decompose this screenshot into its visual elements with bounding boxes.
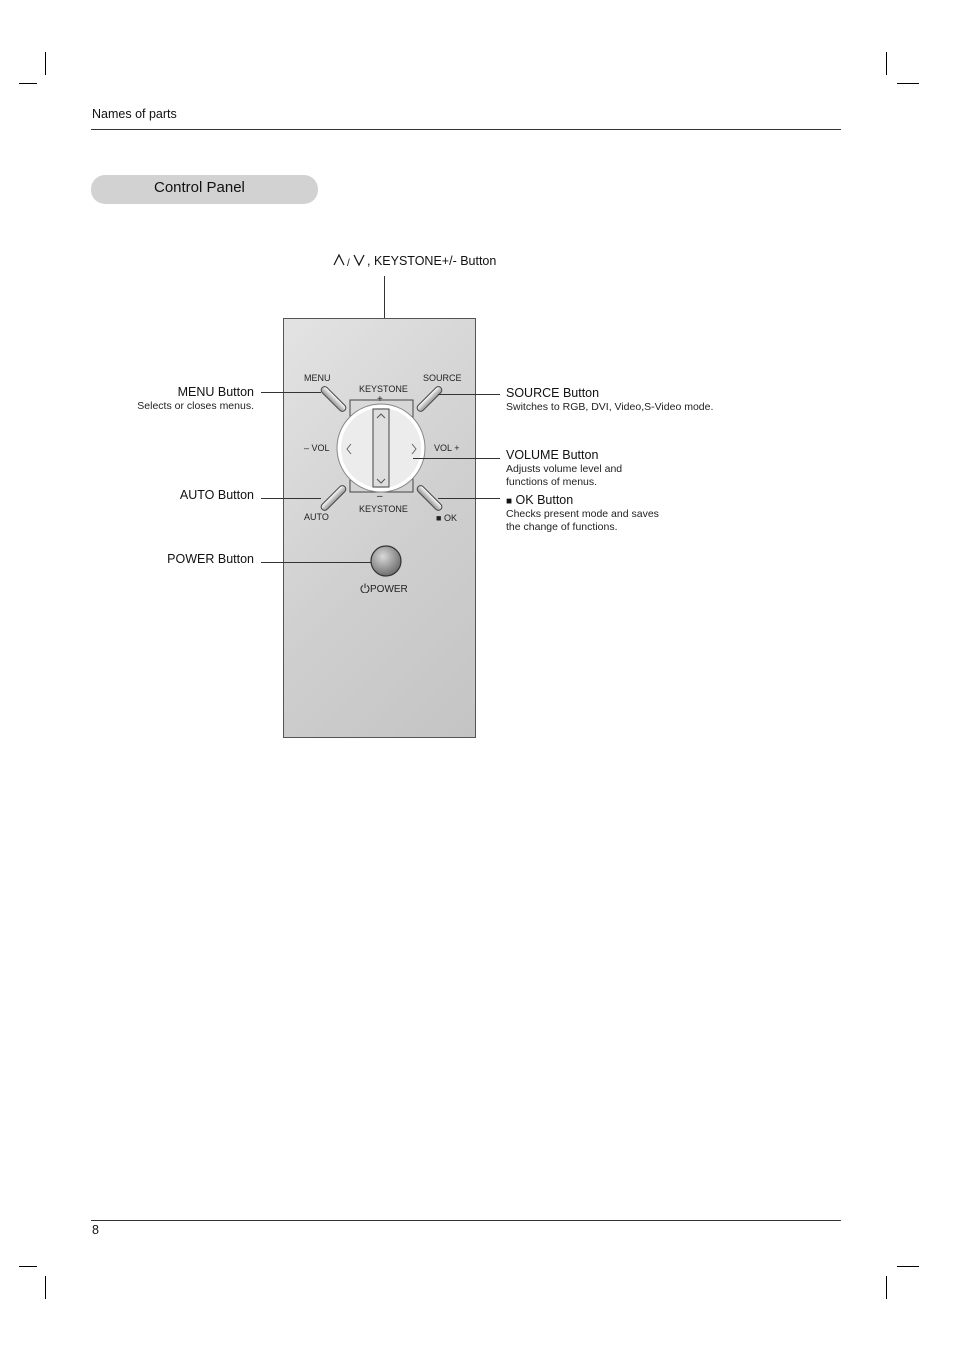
crop-mark bbox=[886, 1276, 887, 1299]
ok-square-icon: ■ bbox=[506, 496, 513, 507]
keystone-callout bbox=[333, 252, 496, 270]
source-leader bbox=[438, 394, 500, 395]
volume-down-icon[interactable] bbox=[345, 443, 353, 455]
ok-callout-title-text: OK Button bbox=[515, 493, 574, 507]
volume-callout-desc: Adjusts volume level and functions of menus. bbox=[506, 463, 623, 488]
crop-mark bbox=[45, 1276, 46, 1299]
keystone-bottom-label: KEYSTONE bbox=[359, 504, 408, 514]
menu-callout-desc: Selects or closes menus. bbox=[137, 400, 254, 412]
power-button[interactable] bbox=[369, 544, 403, 578]
source-label: SOURCE bbox=[423, 373, 462, 383]
crop-mark bbox=[897, 1266, 919, 1267]
power-label-text: POWER bbox=[370, 584, 408, 595]
power-label bbox=[360, 583, 408, 595]
crop-mark bbox=[886, 52, 887, 75]
vol-plus-text: VOL bbox=[434, 443, 452, 453]
auto-callout-title: AUTO Button bbox=[179, 488, 254, 502]
crop-mark bbox=[897, 83, 919, 84]
ok-label: ■ OK bbox=[436, 513, 457, 523]
control-panel bbox=[283, 318, 476, 738]
vol-minus-label: – VOL bbox=[304, 443, 330, 453]
ok-callout-title bbox=[506, 493, 573, 507]
power-callout-title: POWER Button bbox=[167, 552, 254, 566]
volume-leader bbox=[413, 458, 500, 459]
menu-leader bbox=[261, 392, 321, 393]
keystone-up-icon[interactable] bbox=[376, 412, 386, 420]
power-leader bbox=[261, 562, 371, 563]
central-dial bbox=[284, 319, 477, 579]
power-icon bbox=[360, 583, 370, 593]
vol-plus-label: VOL + bbox=[434, 443, 460, 453]
auto-label: AUTO bbox=[304, 512, 329, 522]
up-down-arrow-icon bbox=[333, 253, 367, 267]
keystone-minus-sign: – bbox=[377, 491, 383, 502]
source-callout-title: SOURCE Button bbox=[506, 386, 600, 400]
svg-text:/: / bbox=[347, 258, 350, 267]
ok-callout-desc: Checks present mode and saves the change of functions. bbox=[506, 508, 659, 533]
keystone-callout-title: , KEYSTONE+/- Button bbox=[367, 254, 497, 268]
ok-leader bbox=[438, 498, 500, 499]
footer-rule bbox=[91, 1220, 841, 1221]
crop-mark bbox=[19, 1266, 37, 1267]
keystone-top-label: KEYSTONE bbox=[359, 384, 408, 394]
page-number: 8 bbox=[92, 1223, 99, 1237]
auto-leader bbox=[261, 498, 321, 499]
source-callout-desc: Switches to RGB, DVI, Video,S-Video mode. bbox=[506, 401, 714, 413]
header-rule bbox=[91, 129, 841, 130]
vol-minus-text: VOL bbox=[311, 443, 330, 453]
crop-mark bbox=[19, 83, 37, 84]
ok-label-text: OK bbox=[443, 513, 457, 523]
section-heading-label: Control Panel bbox=[154, 179, 245, 196]
keystone-down-icon[interactable] bbox=[376, 477, 386, 485]
crop-mark bbox=[45, 52, 46, 75]
menu-label: MENU bbox=[304, 373, 331, 383]
menu-callout-title: MENU Button bbox=[177, 385, 254, 399]
keystone-plus-sign: + bbox=[377, 394, 383, 405]
volume-callout-title: VOLUME Button bbox=[506, 448, 599, 462]
volume-up-icon[interactable] bbox=[410, 443, 418, 455]
header-section-title: Names of parts bbox=[92, 107, 177, 121]
section-heading bbox=[91, 175, 318, 204]
